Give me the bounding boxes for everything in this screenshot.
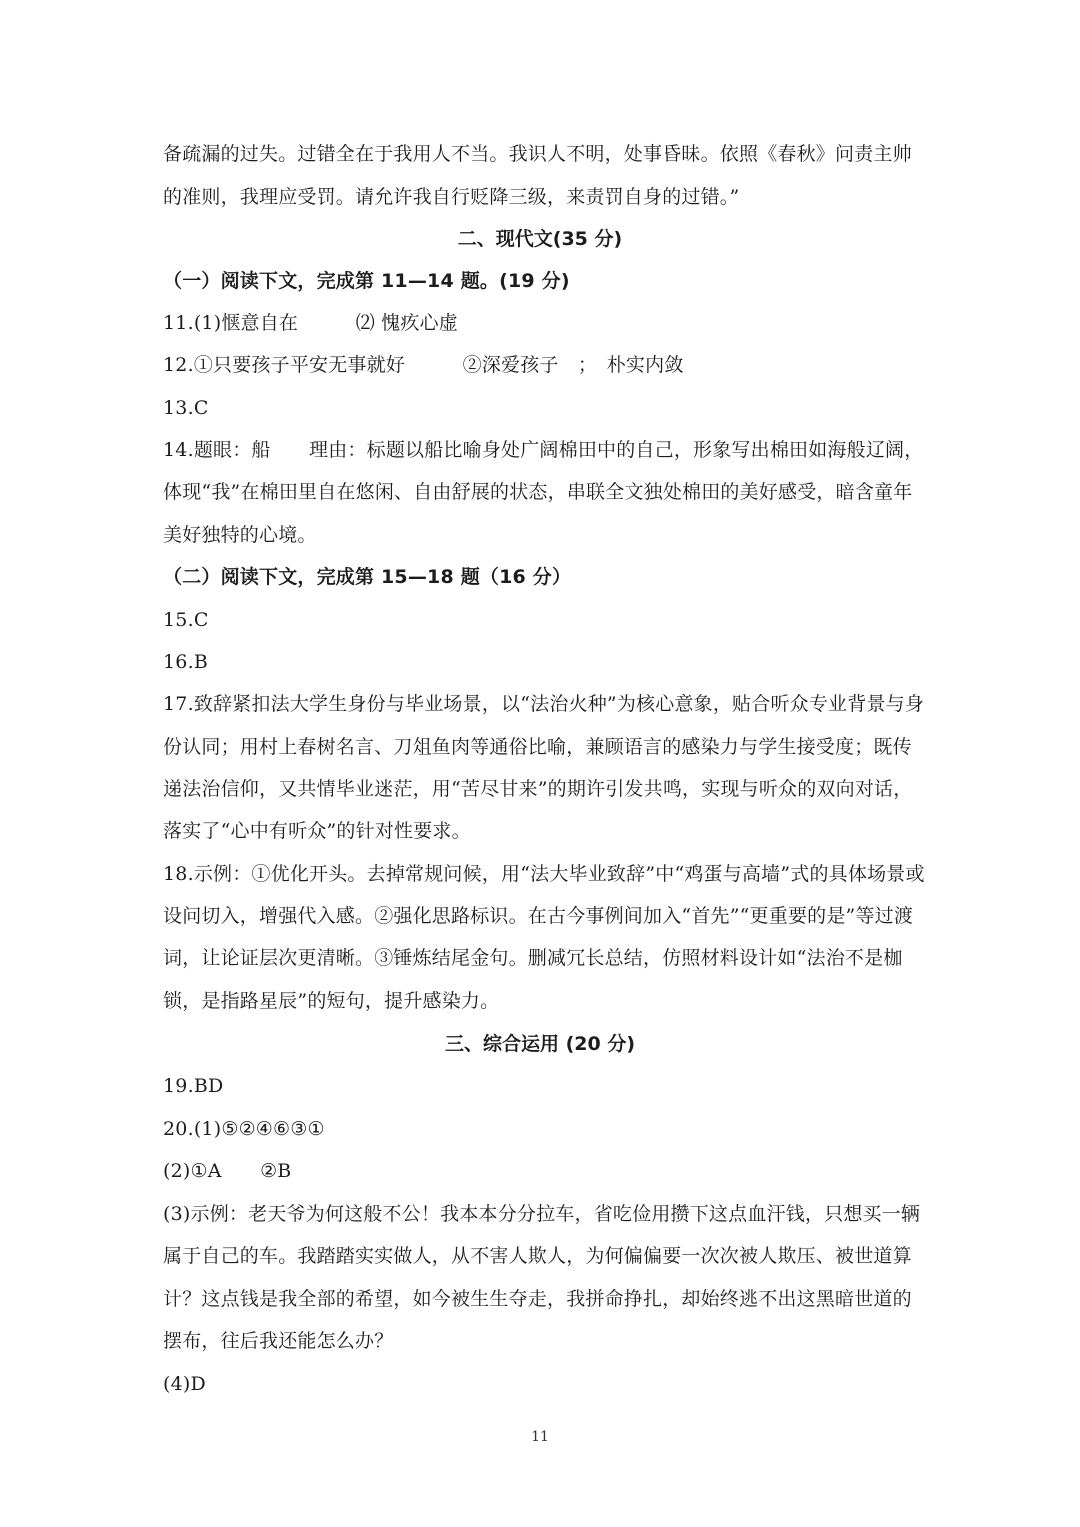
answer-17-line-2: 份认同；用村上春树名言、刀俎鱼肉等通俗比喻，兼顾语言的感染力与学生接受度；既传 [163,736,912,758]
answer-17-line-4: 落实了“心中有听众”的针对性要求。 [163,820,471,842]
answer-19: 19.BD [163,1075,224,1097]
answer-16: 16.B [163,651,208,673]
section-3-title: 三、综合运用 (20 分) [444,1033,636,1055]
answer-20-3-line-2: 属于自己的车。我踏踏实实做人，从不害人欺人，为何偏偏要一次次被人欺压、被世道算 [163,1245,912,1267]
answer-20-3-line-1: (3)示例：老天爷为何这般不公！我本本分分拉车，省吃俭用攒下这点血汗钱，只想买一辆 [163,1203,921,1225]
answer-17-line-1: 17.致辞紧扣法大学生身份与毕业场景，以“法治火种”为核心意象，贴合听众专业背景与身 [163,693,925,715]
answer-14-line-3: 美好独特的心境。 [163,524,317,546]
answer-18-line-2: 设问切入，增强代入感。②强化思路标识。在古今事例间加入“首先”“更重要的是”等过渡 [163,905,914,927]
answer-20-1: 20.(1)⑤②④⑥③① [163,1118,325,1140]
answer-12: 12.①只要孩子平安无事就好 ②深爱孩子 ； 朴实内敛 [163,354,684,376]
answer-20-3-line-4: 摆布，往后我还能怎么办？ [163,1330,394,1352]
answer-17-line-3: 递法治信仰，又共情毕业迷茫，用“苦尽甘来”的期许引发共鸣，实现与听众的双向对话， [163,778,913,800]
page-number: 11 [531,1429,549,1445]
section-2-title: 二、现代文(35 分) [457,228,623,250]
answer-11: 11.(1)惬意自在 ⑵ 愧疚心虚 [163,312,458,334]
answer-14-line-2: 体现“我”在棉田里自在悠闲、自由舒展的状态，串联全文独处棉田的美好感受，暗含童年 [163,481,913,503]
answer-20-2: (2)①A ②B [163,1160,292,1182]
continuation-line-2: 的准则，我理应受罚。请允许我自行贬降三级，来责罚自身的过错。” [163,186,740,208]
answer-20-4: (4)D [163,1373,206,1395]
part-2-heading: （二）阅读下文，完成第 15—18 题（16 分） [163,566,572,588]
answer-14-line-1: 14.题眼：船 理由：标题以船比喻身处广阔棉田中的自己，形象写出棉田如海般辽阔， [163,439,924,461]
part-1-heading: （一）阅读下文，完成第 11—14 题。(19 分) [163,270,570,292]
answer-20-3-line-3: 计？这点钱是我全部的希望，如今被生生夺走，我拼命挣扎，却始终逃不出这黑暗世道的 [163,1288,912,1310]
answer-13: 13.C [163,397,209,419]
answer-18-line-3: 词，让论证层次更清晰。③锤炼结尾金句。删减冗长总结，仿照材料设计如“法治不是枷 [163,947,903,969]
answer-15: 15.C [163,609,209,631]
answer-18-line-1: 18.示例：①优化开头。去掉常规问候，用“法大毕业致辞”中“鸡蛋与高墙”式的具体场景或 [163,863,925,885]
answer-18-line-4: 锁，是指路星辰”的短句，提升感染力。 [163,990,500,1012]
continuation-line-1: 备疏漏的过失。过错全在于我用人不当。我识人不明，处事昏昧。依照《春秋》问责主帅 [163,143,912,165]
